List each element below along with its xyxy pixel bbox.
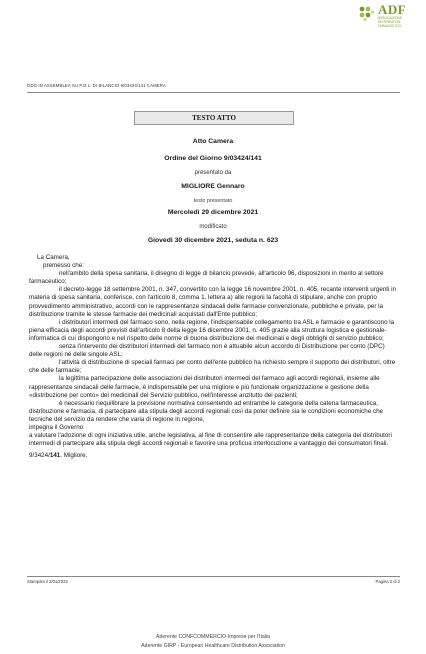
logo-name: ADF xyxy=(378,2,407,17)
text-presented-label: testo presentato xyxy=(193,198,233,204)
premise-paragraph: è necessario riequilibrare la previsione normativa consentendo ad entrambe le categorie della catena farmaceutica, distribuzione e farmacia, di partecipare alla stipula degli accordi regionali così da poter definire sia le condizioni economiche che tecniche del servizio da rendere che varia di regione in regione, xyxy=(29,399,384,423)
presenter-name: MIGLIORE Gennaro xyxy=(181,183,245,190)
print-date: Stampato il 3/01/2022 xyxy=(27,579,68,584)
document-body xyxy=(29,254,399,460)
header-divider xyxy=(27,92,400,93)
document-header: ODG IN ASSEMBLEA SU P.D.L. DI BILANCIO 9/03424/141 CAMERA xyxy=(27,83,166,88)
footer-divider xyxy=(27,576,400,577)
signature-number-bold: 141 xyxy=(49,452,61,460)
logo-subtitle: ASSOCIAZIONE DISTRIBUTORI FARMACEUTICI xyxy=(378,16,402,28)
commits-line: impegna il Governo xyxy=(29,423,84,431)
house-label: Atto Camera xyxy=(192,138,234,145)
adf-logo xyxy=(357,2,419,46)
presented-date: Mercoledì 29 dicembre 2021 xyxy=(167,209,259,216)
testo-atto-title: TESTO ATTO xyxy=(134,111,294,125)
adf-logo-mark-icon xyxy=(357,4,375,22)
premise-paragraph: l'attività di distribuzione di speciali farmaci per conto dell'ente pubblico ha richiesto sempre il supporto dei distributori, oltre che delle farmacie; xyxy=(29,359,396,375)
premise-line: premesso che: xyxy=(43,262,84,270)
premise-paragraph: il decreto-legge 18 settembre 2001, n. 347, convertito con la legge 16 novembre 2001, n. 405, recante interventi urgenti in materia di spesa sanitaria, conferisce, con l'articolo 8, comma 1, lettera a) alle regioni la facoltà di stipulare, anche con proprio provvedimento amministrativo, accordi con le rappresentanze sindacali delle farmacie convenzionate, pubbliche e private, per la distribuzione tramite le stesse farmacie dei medicinali acquistati dall'Ente pubblico; xyxy=(29,286,397,318)
signature-name: . Migliore. xyxy=(60,452,88,460)
opening-line: La Camera, xyxy=(37,254,70,261)
premise-paragraph: senza l'intervento dei distributori intermedi del farmaco non è attuabile alcun accordo di Distribuzione per conto (DPC) delle regioni né delle singole ASL; xyxy=(29,343,385,359)
membership-line-1: Aderente CONFCOMMERCIO-Imprese per l'Italia xyxy=(156,634,270,640)
order-number: Ordine del Giorno 9/03424/141 xyxy=(164,155,262,162)
signature-line xyxy=(29,452,399,460)
page-number: Pagina 2 di 2 xyxy=(375,579,400,584)
premise-paragraph: nell'ambito della spesa sanitaria, il disegno di legge di bilancio prevede, all'articolo 96, disposizioni in merito al settore farmaceutico; xyxy=(29,270,384,286)
premise-paragraph: i distributori intermedi del farmaco sono, nella regione, l'indispensabile collegamento tra ASL e farmacie e garantiscono la piena efficacia degli accordi previsti dall'articolo 8 della legge 16 dicembre 2001, n. 405 grazie alla struttura logistica e gestionale-informatica di cui dispongono e nel rispetto delle norme di buona distribuzione dei medicinali e degli obblighi di servizio pubblico; xyxy=(29,318,395,342)
membership-line-2: Aderente GIRP - European Healthcare Distribution Association xyxy=(141,643,285,649)
signature-number: 9/3424/ xyxy=(29,452,50,460)
modified-date: Giovedì 30 dicembre 2021, seduta n. 623 xyxy=(147,237,279,244)
premise-paragraph: la legittima partecipazione delle associazioni dei distributori intermedi del farmaco agli accordi regionali, insieme alle rappresentanze sindacali delle farmacie, è indispensabile per una migliore e più funzionale organizzazione e gestione della «distribuzione per conto» dei medicinali del Servizio pubblico, nell'interesse anzitutto dei pazienti; xyxy=(29,375,380,399)
modified-label: modificato xyxy=(199,224,227,230)
commitment-paragraph: a valutare l'adozione di ogni iniziativa utile, anche legislativa, al fine di consentire alle rappresentanze della categoria dei distributori intermedi di partecipare alla stipula degli accordi regionali e favorire una proficua interlocuzione a vantaggio dei consumatori finali. xyxy=(29,432,392,448)
presented-by-label: presentato da xyxy=(194,170,232,176)
